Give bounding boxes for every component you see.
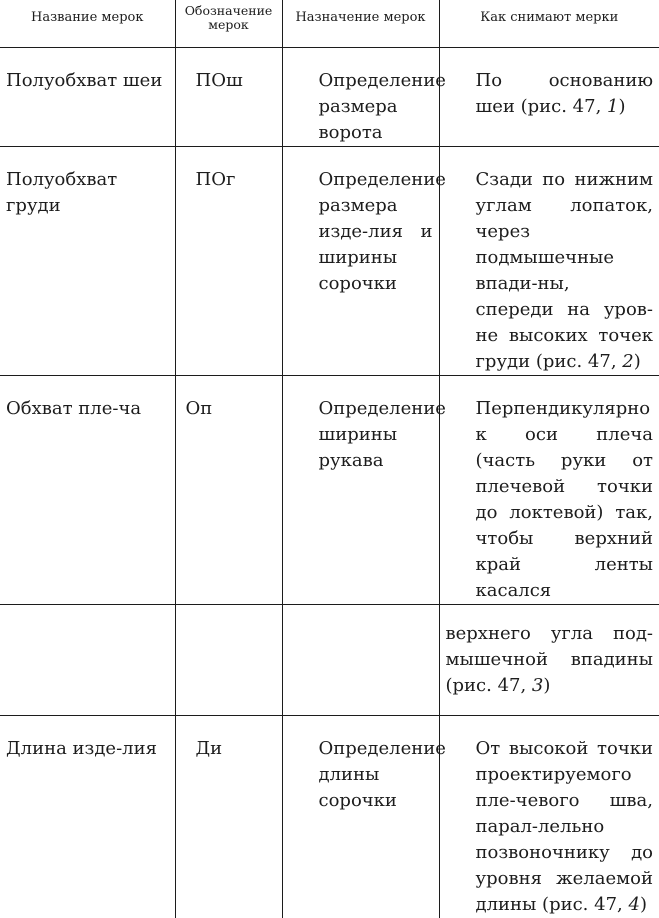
method-text: Сзади по нижним углам лопаток, через подмышечные впади-ны, спереди на уров-не высоких точек груди (рис. 47, xyxy=(476,169,654,372)
measure-purpose: Определение длины сорочки xyxy=(283,716,439,814)
figure-number: 3 xyxy=(532,675,543,696)
measure-name: Полуобхват шеи xyxy=(0,48,175,94)
measure-code xyxy=(176,605,282,621)
measure-code: Ди xyxy=(176,716,282,762)
figure-number: 4 xyxy=(628,894,639,915)
measure-code: ПОш xyxy=(176,48,282,94)
measure-method xyxy=(440,605,659,699)
measure-purpose: Определение размера изде-лия и ширины сорочки xyxy=(283,147,439,297)
method-end: ) xyxy=(634,351,641,372)
table-row xyxy=(0,375,659,604)
table-row xyxy=(0,47,659,146)
method-text: От высокой точки проектируемого пле-чевого шва, парал-лельно позвоночнику до уровня желаемой длины (рис. 47, xyxy=(476,738,654,915)
measure-purpose xyxy=(283,605,439,621)
method-end: ) xyxy=(543,675,550,696)
header-method: Как снимают мерки xyxy=(439,0,659,47)
header-name: Название мерок xyxy=(0,0,175,47)
method-end: ) xyxy=(640,894,647,915)
method-text: верхнего угла под-мышечной впадины (рис. 47, xyxy=(446,623,654,696)
measure-method xyxy=(440,376,659,604)
measure-method xyxy=(440,716,659,918)
measure-name: Длина изде-лия xyxy=(0,716,175,762)
figure-number: 1 xyxy=(607,96,618,117)
header-code xyxy=(175,0,282,47)
measure-purpose: Определение размера ворота xyxy=(283,48,439,146)
header-code-line1: Обозначение xyxy=(185,3,273,18)
measure-method xyxy=(440,48,659,120)
measure-code: ПОг xyxy=(176,147,282,193)
method-text: Перпендикулярно к оси плеча (часть руки от плечевой точки до локтевой) так, чтобы верхний край ленты касался xyxy=(476,398,654,601)
table-row xyxy=(0,146,659,375)
method-text: По основанию шеи (рис. 47, xyxy=(476,70,654,117)
measure-purpose: Определение ширины рукава xyxy=(283,376,439,474)
figure-number: 2 xyxy=(622,351,633,372)
table-row xyxy=(0,604,659,715)
measure-code: Оп xyxy=(176,376,282,422)
method-end: ) xyxy=(618,96,625,117)
measure-name xyxy=(0,605,175,621)
measure-name: Обхват пле-ча xyxy=(0,376,175,422)
measure-method xyxy=(440,147,659,375)
header-code-line2: мерок xyxy=(208,17,248,32)
header-purpose: Назначение мерок xyxy=(282,0,439,47)
measure-name: Полуобхват груди xyxy=(0,147,175,219)
table-header-row xyxy=(0,0,659,47)
table-row xyxy=(0,715,659,918)
